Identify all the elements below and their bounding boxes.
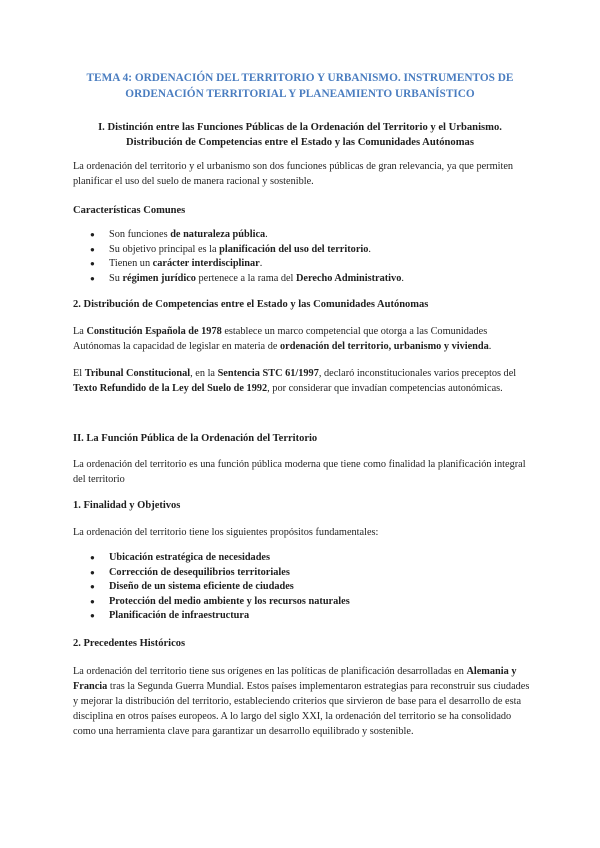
list-item: ● Protección del medio ambiente y los recursos naturales <box>90 595 530 610</box>
document-title <box>60 70 540 102</box>
list-item: ● Tienen un carácter interdisciplinar. <box>90 257 530 272</box>
section-1-heading-line-2: Distribución de Competencias entre el Estado y las Comunidades Autónomas <box>126 137 474 148</box>
goals-heading: 1. Finalidad y Objetivos <box>73 500 181 511</box>
list-item: ● Corrección de desequilibrios territoriales <box>90 566 530 581</box>
competences-heading: 2. Distribución de Competencias entre el Estado y las Comunidades Autónomas <box>73 299 429 310</box>
constitutional-court-paragraph: El Tribunal Constitucional, en la Sentencia STC 61/1997, declaró inconstitucionales varios preceptos del Texto Refundido de la Ley del Suelo de 1992, por considerar que invadían competencias autonómicas. <box>73 368 517 394</box>
constitution-paragraph: La Constitución Española de 1978 establece un marco competencial que otorga a las Comunidades Autónomas la capacidad de legislar en materia de ordenación del territorio, urbanismo y vivienda. <box>73 326 492 352</box>
section-2-heading: II. La Función Pública de la Ordenación del Territorio <box>73 433 318 444</box>
list-item: ● Planificación de infraestructura <box>90 609 530 624</box>
goals-list <box>90 551 530 624</box>
history-paragraph: La ordenación del territorio tiene sus orígenes en las políticas de planificación desarrolladas en Alemania y Francia tras la Segunda Guerra Mundial. Estos países implementaron estrategias para reconstruir sus ciudades y mejorar la distribución del territorio, estableciendo criterios que sirvieron de base para el desarrollo de esta disciplina en otros países europeos. A lo largo del siglo XXI, la ordenación del territorio se ha consolidado como una herramienta clave para garantizar un desarrollo equilibrado y sostenible. <box>73 666 530 737</box>
list-item: ● Su objetivo principal es la planificación del uso del territorio. <box>90 243 530 258</box>
list-item: ● Son funciones de naturaleza pública. <box>90 228 530 243</box>
list-item: ● Diseño de un sistema eficiente de ciudades <box>90 580 530 595</box>
goals-intro: La ordenación del territorio tiene los siguientes propósitos fundamentales: <box>73 527 379 538</box>
title-line-1: TEMA 4: ORDENACIÓN DEL TERRITORIO Y URBANISMO. INSTRUMENTOS DE <box>86 72 514 84</box>
list-item: ● Su régimen jurídico pertenece a la rama del Derecho Administrativo. <box>90 272 530 287</box>
history-heading: 2. Precedentes Históricos <box>73 638 186 649</box>
intro-paragraph: La ordenación del territorio y el urbanismo son dos funciones públicas de gran relevancia, ya que permiten planificar el uso del suelo de manera racional y sostenible. <box>73 161 514 187</box>
list-item: ● Ubicación estratégica de necesidades <box>90 551 530 566</box>
title-line-2: ORDENACIÓN TERRITORIAL Y PLANEAMIENTO URBANÍSTICO <box>125 88 475 100</box>
section-1-heading-line-1: I. Distinción entre las Funciones Públicas de la Ordenación del Territorio y el Urbanismo. <box>98 122 502 133</box>
common-features-heading: Características Comunes <box>73 205 186 216</box>
common-features-list <box>90 228 530 286</box>
section-1-heading <box>70 120 530 150</box>
section-2-intro: La ordenación del territorio es una función pública moderna que tiene como finalidad la planificación integral del territorio <box>73 459 526 485</box>
